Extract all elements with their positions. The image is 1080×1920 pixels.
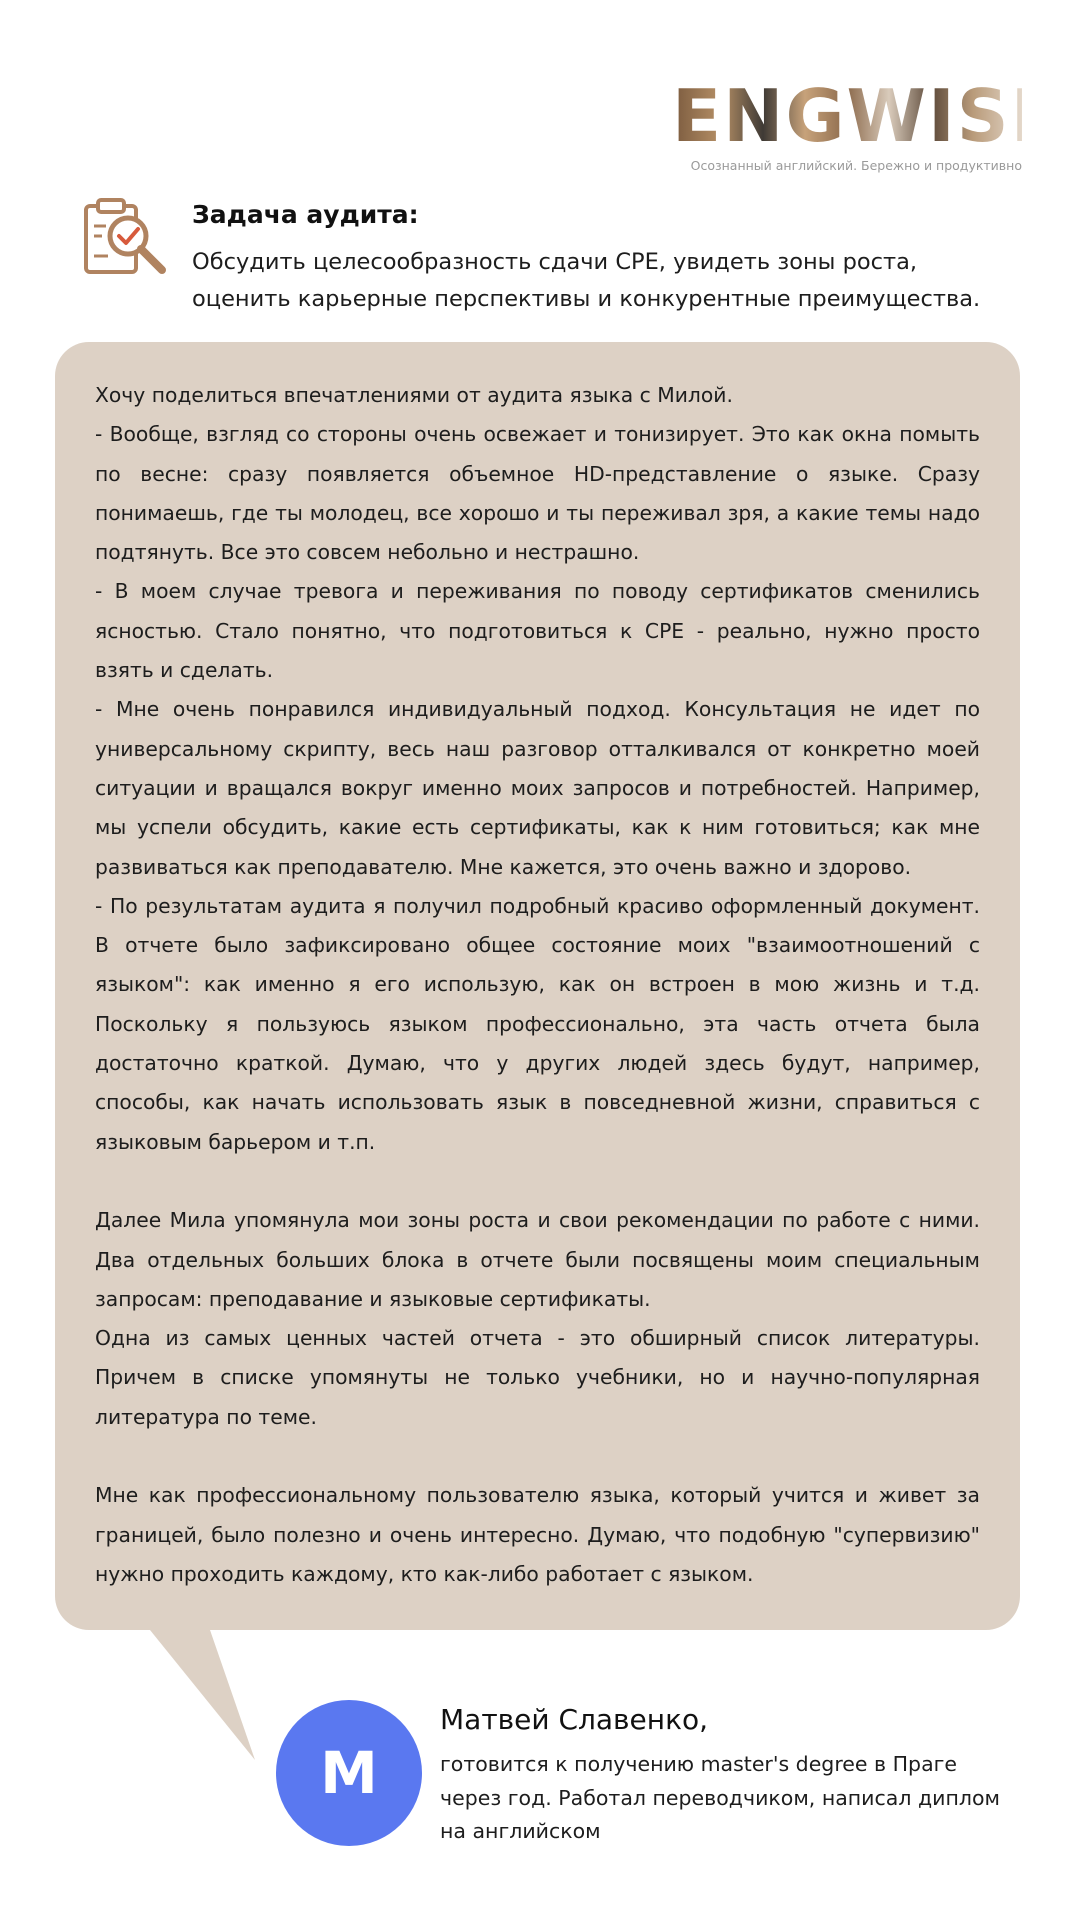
clipboard-magnifier-icon — [82, 196, 170, 280]
author-description: готовится к получению master's degree в Праге через год. Работал переводчиком, написал диплом на английском — [440, 1752, 1000, 1843]
review-paragraph: - В моем случае тревога и переживания по поводу сертификатов сменились ясностью. Стало понятно, что подготовиться к CPE - реально, нужно просто взять и сделать. — [95, 579, 980, 683]
avatar-letter: M — [320, 1739, 378, 1807]
brand-logo — [672, 74, 1062, 176]
brand-tagline: Осознанный английский. Бережно и продуктивно — [690, 158, 1022, 173]
review-paragraph: Хочу поделиться впечатлениями от аудита языка с Милой. — [95, 383, 733, 407]
task-description: Обсудить целесообразность сдачи CPE, увидеть зоны роста, оценить карьерные перспективы и конкурентные преимущества. — [192, 249, 981, 312]
bubble-tail — [150, 1620, 290, 1760]
review-paragraph: - Вообще, взгляд со стороны очень освежает и тонизирует. Это как окна помыть по весне: сразу появляется объемное HD-представление о языке. Сразу понимаешь, где ты молодец, все хорошо и ты переживал зря, а какие темы надо подтянуть. Все это совсем небольно и нестрашно. — [95, 422, 980, 565]
paragraph-gap — [95, 1437, 980, 1476]
brand-name: ENGWISE — [672, 74, 1062, 158]
task-title: Задача аудита: — [192, 200, 419, 229]
review-paragraph: Одна из самых ценных частей отчета - это обширный список литературы. Причем в списке упомянуты не только учебники, но и научно-популярная литература по теме. — [95, 1326, 980, 1429]
review-paragraph: Далее Мила упомянула мои зоны роста и свои рекомендации по работе с ними. Два отдельных больших блока в отчете были посвящены моим специальным запросам: преподавание и языковые сертификаты. — [95, 1208, 980, 1311]
paragraph-gap — [95, 1162, 980, 1201]
review-paragraph: - По результатам аудита я получил подробный красиво оформленный документ. В отчете было зафиксировано общее состояние моих "взаимоотношений с языком": как именно я его использую, как он встроен в мою жизнь и т.д. Поскольку я пользуюсь языком профессионально, эта часть отчета была достаточно краткой. Думаю, что у других людей здесь будут, например, способы, как начать использовать язык в повседневной жизни, справиться с языковым барьером и т.п. — [95, 893, 980, 1154]
avatar — [276, 1700, 422, 1846]
review-paragraph: - Мне очень понравился индивидуальный подход. Консультация не идет по универсальному скрипту, весь наш разговор отталкивался от конкретно моей ситуации и вращался вокруг именно моих запросов и потребностей. Например, мы успели обсудить, какие есть сертификаты, как к ним готовиться; как мне развиваться как преподавателю. Мне кажется, это очень важно и здорово. — [95, 697, 980, 879]
review-paragraph: Мне как профессиональному пользователю языка, который учится и живет за границей, было полезно и очень интересно. Думаю, что подобную "супервизию" нужно проходить каждому, кто как-либо работает с языком. — [95, 1483, 980, 1586]
author-name: Матвей Славенко, — [440, 1703, 709, 1736]
review-text — [95, 376, 980, 1594]
